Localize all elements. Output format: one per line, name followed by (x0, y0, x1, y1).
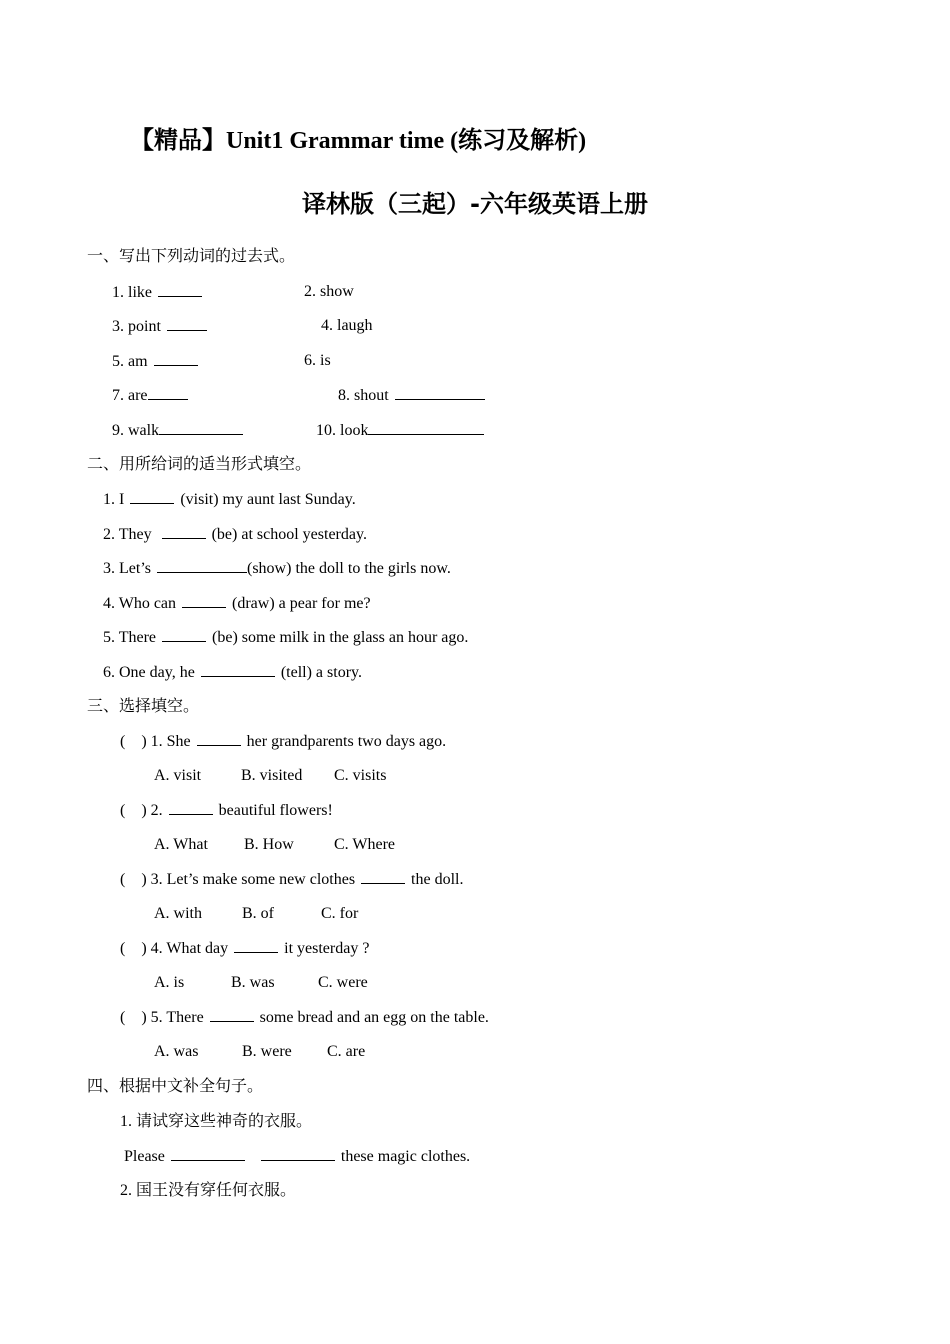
s2-item-2-blank[interactable] (162, 524, 206, 539)
s3-q5-prefix: ( ) 5. There (120, 1009, 204, 1026)
s3-q5-suffix: some bread and an egg on the table. (259, 1009, 489, 1026)
s1-item-4 (321, 316, 373, 336)
s2-item-2 (103, 524, 367, 545)
s2-item-1 (103, 489, 356, 510)
s2-item-5-blank[interactable] (162, 627, 206, 642)
s3-question-1 (120, 731, 446, 752)
s1-item-9-blank[interactable] (159, 420, 243, 435)
s2-item-5 (103, 627, 468, 648)
s1-item-9-label: 9. walk (112, 422, 160, 439)
s3-q1-option-c[interactable]: C. visits (334, 767, 387, 784)
title-line-2: 译林版（三起）-六年级英语上册 (302, 190, 648, 218)
s1-item-5 (112, 351, 200, 372)
s2-item-3-blank[interactable] (157, 558, 247, 573)
s2-item-6-blank[interactable] (201, 662, 275, 677)
s2-item-3 (103, 558, 451, 579)
s1-item-3-blank[interactable] (167, 316, 207, 331)
s3-q3-blank[interactable] (361, 869, 405, 884)
s3-q2-option-b[interactable]: B. How (244, 836, 294, 853)
s1-item-1 (112, 282, 204, 303)
s4-item-1-pre: Please (124, 1148, 165, 1165)
s1-item-1-label: 1. like (112, 284, 152, 301)
s1-item-6-label: 6. is (304, 352, 331, 369)
s3-q4-blank[interactable] (234, 938, 278, 953)
section-2-heading: 二、用所给词的适当形式填空。 (87, 454, 312, 473)
s2-item-2-post: (be) at school yesterday. (211, 526, 367, 543)
title-line-1: 【精品】Unit1 Grammar time (练习及解析) (130, 128, 587, 154)
s3-q5-option-a[interactable]: A. was (154, 1043, 199, 1060)
s3-q4-option-c[interactable]: C. were (318, 974, 368, 991)
s4-item-2-text: 国王没有穿任何衣服。 (136, 1180, 297, 1199)
s3-q1-suffix: her grandparents two days ago. (246, 733, 447, 750)
s4-item-1-blank-2[interactable] (261, 1146, 335, 1161)
s1-item-7-label: 7. are (112, 387, 148, 404)
s2-item-6-pre: 6. One day, he (103, 664, 195, 681)
s2-item-4-post: (draw) a pear for me? (232, 595, 371, 612)
s3-q5-blank[interactable] (210, 1007, 254, 1022)
s2-item-1-blank[interactable] (130, 489, 174, 504)
s3-q1-prefix: ( ) 1. She (120, 733, 191, 750)
s3-question-2 (120, 800, 333, 821)
s3-q2-option-a[interactable]: A. What (154, 836, 208, 853)
s4-item-1-blank-1[interactable] (171, 1146, 245, 1161)
s4-item-1-post: these magic clothes. (340, 1148, 471, 1165)
s3-q3-option-a[interactable]: A. with (154, 905, 202, 922)
s3-q1-option-a[interactable]: A. visit (154, 767, 202, 784)
s3-q5-option-c[interactable]: C. are (327, 1043, 366, 1060)
s3-q4-prefix: ( ) 4. What day (120, 940, 229, 957)
s1-item-2-label: 2. show (304, 283, 354, 300)
s1-item-5-label: 5. am (112, 353, 148, 370)
s3-q4-option-a[interactable]: A. is (154, 974, 185, 991)
s3-question-5 (120, 1007, 489, 1028)
s2-item-4-pre: 4. Who can (103, 595, 177, 612)
s3-q2-blank[interactable] (169, 800, 213, 815)
s1-item-3 (112, 316, 209, 337)
s2-item-4-blank[interactable] (182, 593, 226, 608)
s2-item-2-pre: 2. They (103, 526, 152, 543)
s4-item-1-text: 请试穿这些神奇的衣服。 (136, 1111, 313, 1130)
s3-question-3 (120, 869, 463, 890)
s3-question-4 (120, 938, 369, 959)
s3-q2-suffix: beautiful flowers! (218, 802, 333, 819)
s2-item-3-pre: 3. Let’s (103, 560, 151, 577)
s2-item-6 (103, 662, 362, 683)
s2-item-4 (103, 593, 371, 614)
s4-item-1-number: 1. (120, 1113, 132, 1130)
s1-item-7 (112, 385, 190, 406)
s4-item-2-chinese (120, 1180, 296, 1201)
s3-q3-suffix: the doll. (411, 871, 464, 888)
s2-item-1-post: (visit) my aunt last Sunday. (180, 491, 356, 508)
s1-item-10-label: 10. look (316, 422, 369, 439)
s2-item-5-pre: 5. There (103, 629, 157, 646)
s3-q3-option-b[interactable]: B. of (242, 905, 274, 922)
s1-item-7-blank[interactable] (148, 385, 188, 400)
s2-item-3-post: (show) the doll to the girls now. (247, 560, 451, 577)
s1-item-8-label: 8. shout (338, 387, 389, 404)
s3-q1-blank[interactable] (197, 731, 241, 746)
s2-item-6-post: (tell) a story. (280, 664, 362, 681)
s1-item-10 (316, 420, 486, 441)
s1-item-3-label: 3. point (112, 318, 161, 335)
section-4-heading: 四、根据中文补全句子。 (87, 1076, 264, 1095)
section-3-heading: 三、选择填空。 (87, 696, 200, 715)
s1-item-5-blank[interactable] (154, 351, 198, 366)
s2-item-1-pre: 1. I (103, 491, 125, 508)
s4-item-1-english (124, 1146, 470, 1167)
s3-q4-suffix: it yesterday ? (284, 940, 370, 957)
s1-item-10-blank[interactable] (368, 420, 484, 435)
s3-q5-option-b[interactable]: B. were (242, 1043, 292, 1060)
s3-q1-option-b[interactable]: B. visited (241, 767, 303, 784)
s3-q2-option-c[interactable]: C. Where (334, 836, 396, 853)
s3-q4-option-b[interactable]: B. was (231, 974, 275, 991)
s1-item-1-blank[interactable] (158, 282, 202, 297)
s1-item-9 (112, 420, 245, 441)
s1-item-8 (338, 385, 487, 406)
s3-q3-option-c[interactable]: C. for (321, 905, 359, 922)
section-1-heading: 一、写出下列动词的过去式。 (87, 246, 296, 265)
s2-item-5-post: (be) some milk in the glass an hour ago. (212, 629, 469, 646)
s4-item-2-number: 2. (120, 1182, 132, 1199)
s4-item-1-chinese (120, 1111, 312, 1132)
s1-item-8-blank[interactable] (395, 385, 485, 400)
s3-q3-prefix: ( ) 3. Let’s make some new clothes (120, 871, 356, 888)
s3-q2-prefix: ( ) 2. (120, 802, 163, 819)
s1-item-2 (304, 282, 354, 302)
s1-item-4-label: 4. laugh (321, 317, 373, 334)
s1-item-6 (304, 351, 331, 371)
